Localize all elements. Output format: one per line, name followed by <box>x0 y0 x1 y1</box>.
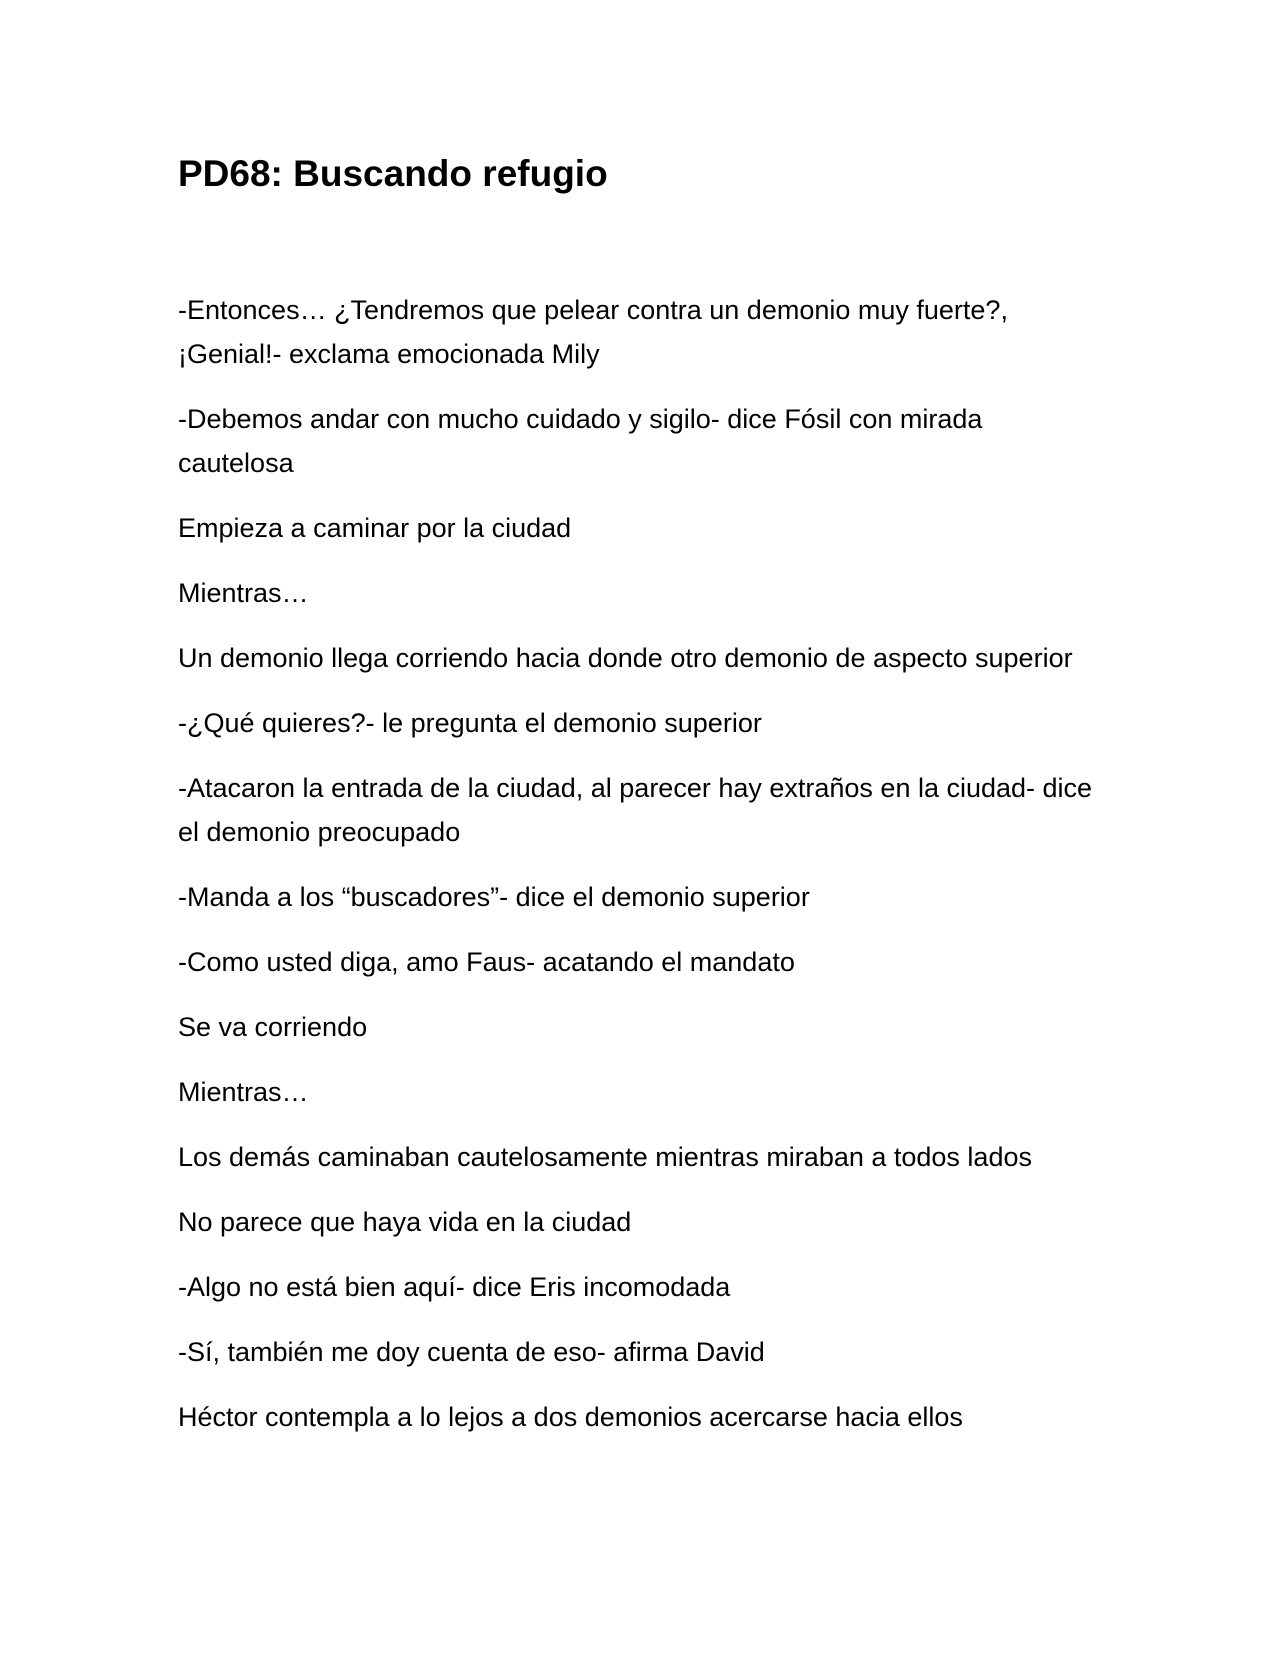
paragraph: Los demás caminaban cautelosamente mientras miraban a todos lados <box>178 1142 1032 1172</box>
paragraph: No parece que haya vida en la ciudad <box>178 1207 632 1237</box>
paragraph: Héctor contempla a lo lejos a dos demonios acercarse hacia ellos <box>178 1402 963 1432</box>
paragraph: -Algo no está bien aquí- dice Eris incomodada <box>178 1272 731 1302</box>
paragraph: Mientras… <box>178 1077 309 1107</box>
paragraph: -Manda a los “buscadores”- dice el demonio superior <box>178 882 810 912</box>
document-body <box>178 288 1098 1460</box>
paragraph: -Como usted diga, amo Faus- acatando el mandato <box>178 947 795 977</box>
paragraph: -Sí, también me doy cuenta de eso- afirma David <box>178 1337 765 1367</box>
paragraph: -Entonces… ¿Tendremos que pelear contra un demonio muy fuerte?, ¡Genial!- exclama emocionada Mily <box>178 295 1008 369</box>
paragraph: -¿Qué quieres?- le pregunta el demonio superior <box>178 708 762 738</box>
paragraph: Empieza a caminar por la ciudad <box>178 513 572 543</box>
paragraph: -Debemos andar con mucho cuidado y sigilo- dice Fósil con mirada cautelosa <box>178 404 983 478</box>
document-title: PD68: Buscando refugio <box>178 153 608 194</box>
paragraph: Mientras… <box>178 578 309 608</box>
paragraph: Se va corriendo <box>178 1012 368 1042</box>
paragraph: Un demonio llega corriendo hacia donde otro demonio de aspecto superior <box>178 643 1073 673</box>
paragraph: -Atacaron la entrada de la ciudad, al parecer hay extraños en la ciudad- dice el demonio preocupado <box>178 773 1093 847</box>
